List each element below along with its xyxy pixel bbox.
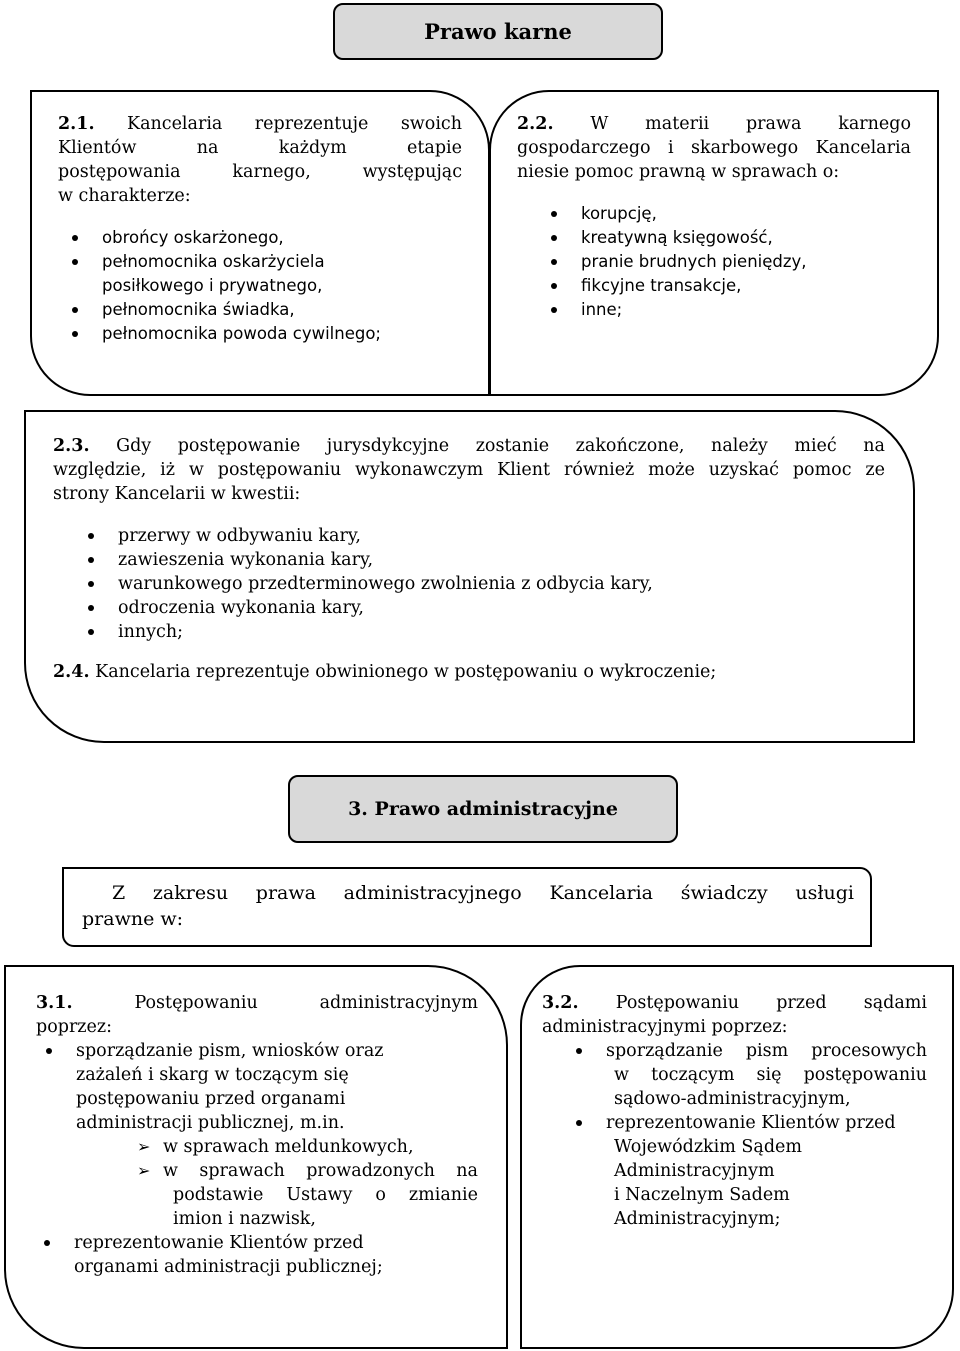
para-2-3-line: strony Kancelarii w kwestii: (53, 484, 301, 504)
para-2-2-line (517, 112, 911, 136)
list-item: pełnomocnika powoda cywilnego; (102, 322, 462, 346)
list-2-2 (517, 202, 911, 322)
list-item-continued: organami administracji publicznej; (74, 1257, 383, 1277)
section-number: 3.2. (542, 993, 579, 1013)
para-2-3-line: względzie, iż w postępowaniu wykonawczym Klient również może uzyskać pomoc ze (53, 460, 885, 480)
list-item: sporządzanie pism, wniosków oraz (76, 1039, 478, 1063)
list-item-continued: Administracyjnym; (614, 1209, 781, 1229)
sublist-3-1 (36, 1135, 478, 1183)
para-3-2-line (542, 991, 927, 1015)
para-3-2-line: administracyjnymi poprzez: (542, 1017, 788, 1037)
list-item: korupcję, (581, 202, 911, 226)
list-3-2 (542, 1039, 927, 1231)
list-item: warunkowego przedterminowego zwolnienia z odbycia kary, (118, 572, 885, 596)
list-item: reprezentowanie Klientów przed (74, 1231, 478, 1255)
section-number: 2.1. (58, 114, 95, 134)
para-2-1-line (58, 112, 462, 136)
list-item-continued: i Naczelnym Sadem (614, 1185, 790, 1205)
sub-list-item: ➢ w sprawach prowadzonych na (163, 1159, 478, 1183)
section-title-text: Prawo karne (424, 19, 572, 44)
sublist-3-1-continued (36, 1183, 478, 1231)
list-item: obrońcy oskarżonego, (102, 226, 462, 250)
text-span: Kancelaria reprezentuje swoich (127, 114, 462, 134)
text-span: Kancelaria reprezentuje obwinionego w postępowaniu o wykroczenie; (95, 662, 717, 682)
list-item-continued: sądowo-administracyjnym, (614, 1089, 851, 1109)
list-item: inne; (581, 298, 911, 322)
intro-text (82, 880, 854, 932)
para-2-1-line: w charakterze: (58, 186, 191, 206)
section-number: 3.1. (36, 993, 73, 1013)
list-item: reprezentowanie Klientów przed (606, 1111, 927, 1135)
list-item: pełnomocnika oskarżyciela (102, 250, 462, 274)
text-span: W materii prawa karnego (590, 114, 911, 134)
section-number: 2.3. (53, 436, 90, 456)
sub-list-item-continued: podstawie Ustawy o zmianie (173, 1185, 478, 1205)
section-title-text: 3. Prawo administracyjne (348, 798, 618, 820)
para-2-1-line: postępowania karnego, występując (58, 162, 462, 182)
text-3-1 (36, 991, 478, 1279)
list-item: kreatywną księgowość, (581, 226, 911, 250)
list-item: fikcyjne transakcje, (581, 274, 911, 298)
text-2-2 (517, 112, 911, 322)
list-item: zawieszenia wykonania kary, (118, 548, 885, 572)
para-2-1-line: Klientów na każdym etapie (58, 138, 462, 158)
intro-line: prawne w: (82, 908, 184, 930)
list-item-continued: zażaleń i skarg w toczącym się (76, 1065, 349, 1085)
para-3-1-line (36, 991, 478, 1015)
list-item: pełnomocnika świadka, (102, 298, 462, 322)
list-item-continued: Administracyjnym (614, 1161, 775, 1181)
para-2-2-line: gospodarczego i skarbowego Kancelaria (517, 138, 911, 158)
section-number: 2.2. (517, 114, 554, 134)
list-item-continued: posiłkowego i prywatnego, (102, 276, 323, 295)
sub-list-item-continued: imion i nazwisk, (173, 1209, 316, 1229)
list-2-3 (53, 524, 885, 644)
list-item: sporządzanie pism procesowych (606, 1041, 927, 1061)
section-title-prawo-karne (333, 3, 663, 60)
text-2-3 (53, 434, 885, 684)
text-span: Gdy postępowanie jurysdykcyjne zostanie zakończone, należy mieć na (116, 436, 885, 456)
text-2-1 (58, 112, 462, 346)
list-item-continued: postępowaniu przed organami (76, 1089, 346, 1109)
list-2-1 (58, 226, 462, 346)
para-2-2-line: niesie pomoc prawną w sprawach o: (517, 162, 840, 182)
para-2-4 (53, 660, 885, 684)
list-3-1b (36, 1231, 478, 1279)
list-item: przerwy w odbywaniu kary, (118, 524, 885, 548)
section-title-prawo-administracyjne (288, 775, 678, 843)
list-item-continued: administracji publicznej, m.in. (76, 1113, 345, 1133)
list-3-1 (36, 1039, 478, 1135)
text-span: Postępowaniu przed sądami (615, 993, 927, 1013)
list-item-continued: Wojewódzkim Sądem (614, 1137, 802, 1157)
list-item-continued: w toczącym się postępowaniu (614, 1065, 927, 1085)
list-item: innych; (118, 620, 885, 644)
para-3-1-line: poprzez: (36, 1017, 112, 1037)
section-number: 2.4. (53, 662, 90, 682)
list-item: odroczenia wykonania kary, (118, 596, 885, 620)
list-item: pranie brudnych pieniędzy, (581, 250, 911, 274)
intro-line: Z zakresu prawa administracyjnego Kancelaria świadczy usługi (112, 882, 854, 904)
text-span: Postępowaniu administracyjnym (134, 993, 478, 1013)
para-2-3-line (53, 434, 885, 458)
sub-list-item: ➢ w sprawach meldunkowych, (163, 1135, 478, 1159)
text-3-2 (542, 991, 927, 1231)
